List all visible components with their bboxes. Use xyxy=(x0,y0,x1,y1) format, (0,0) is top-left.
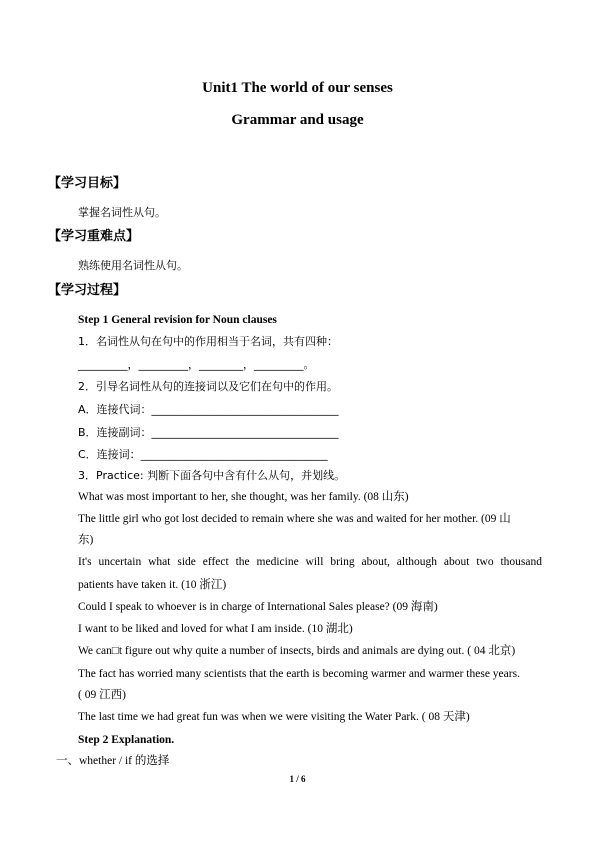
step2-item1: 一、whether / if 的选择 xyxy=(56,755,170,767)
focus-heading: 【学习重难点】 xyxy=(48,229,140,244)
practice-sentence-2: The little girl who got lost decided to remain where she was and waited for her mother. (09 山 xyxy=(78,513,511,525)
step1-item-c: C．连接词：__________________________________ xyxy=(78,448,328,461)
practice-sentence-2-cont: 东) xyxy=(78,534,94,546)
step1-title: Step 1 General revision for Noun clauses xyxy=(78,314,277,326)
practice-sentence-5: I want to be liked and loved for what I am inside. (10 湖北) xyxy=(78,623,353,635)
document-title: Unit1 The world of our senses xyxy=(202,80,393,96)
practice-sentence-6: We can□t figure out why quite a number of insects, birds and animals are dying out. ( 04 北京) xyxy=(78,645,516,657)
document-subtitle: Grammar and usage xyxy=(231,112,364,128)
practice-sentence-3-cont: patients have taken it. (10 浙江) xyxy=(78,579,227,591)
practice-sentence-7: The fact has worried many scientists that the earth is becoming warmer and warmer these years. xyxy=(78,668,520,680)
practice-sentence-7-cont: ( 09 江西) xyxy=(78,689,126,701)
step1-item2: 2．引导名词性从句的连接词以及它们在句中的作用。 xyxy=(78,380,338,393)
goals-text: 掌握名词性从句。 xyxy=(78,206,166,219)
goals-heading: 【学习目标】 xyxy=(48,176,127,191)
step2-title: Step 2 Explanation. xyxy=(78,734,175,746)
step1-item3: 3．Practice: 判断下面各句中含有什么从句，并划线。 xyxy=(78,469,346,482)
step1-item-b: B．连接副词：__________________________________ xyxy=(78,426,339,439)
practice-sentence-8: The last time we had great fun was when we were visiting the Water Park. ( 08 天津) xyxy=(78,711,470,723)
step1-item1: 1．名词性从句在句中的作用相当于名词，共有四种： xyxy=(78,335,338,348)
practice-sentence-4: Could I speak to whoever is in charge of International Sales please? (09 海南) xyxy=(78,601,438,613)
page-number: 1 / 6 xyxy=(289,774,306,784)
practice-sentence-3: It's uncertain what side effect the medicine will bring about, although about two thousand xyxy=(78,556,542,568)
focus-text: 熟练使用名词性从句。 xyxy=(78,259,188,272)
practice-sentence-1: What was most important to her, she thought, was her family. (08 山东) xyxy=(78,491,409,503)
step1-item-a: A．连接代词：__________________________________ xyxy=(78,403,339,416)
step1-item1-blanks: _________，_________，________，_________。 xyxy=(78,358,315,371)
process-heading: 【学习过程】 xyxy=(48,283,127,298)
